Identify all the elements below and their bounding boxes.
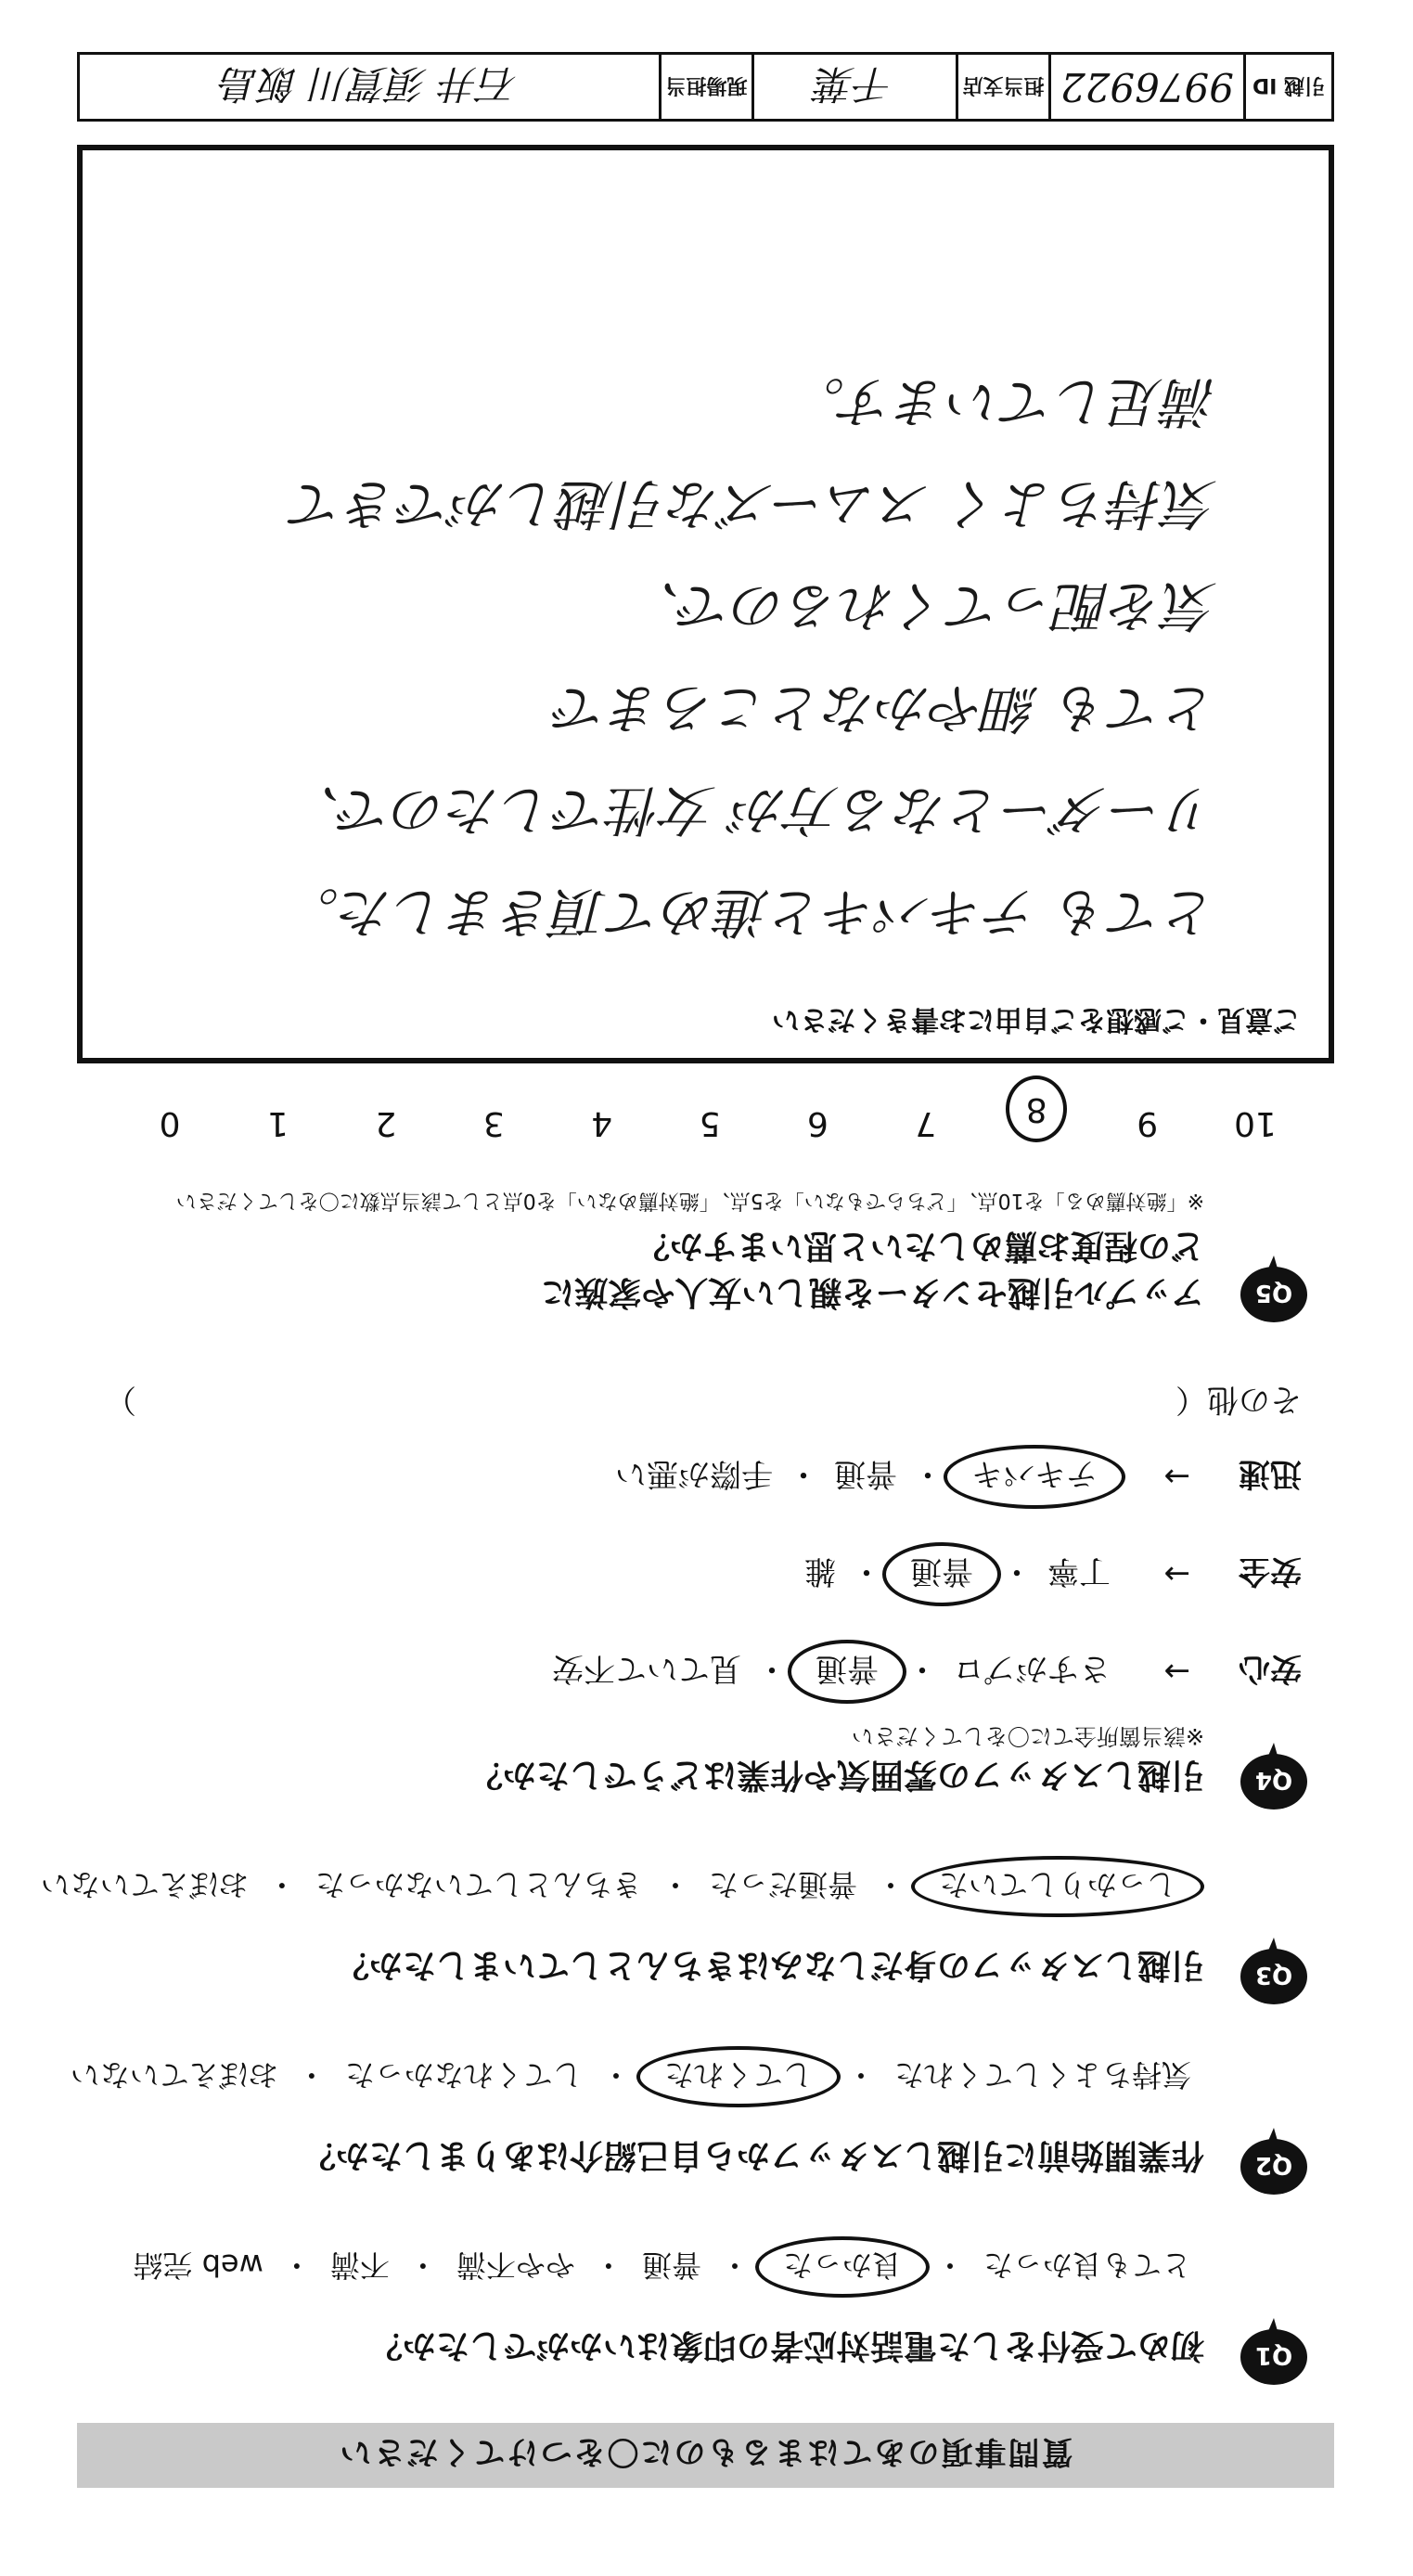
q3-question: 引越しスタッフの身だしなみはきちんとしていましたか？ [335,1946,1204,1984]
q3-option[interactable]: 普通だった [708,1867,857,1902]
q4-option-selected[interactable]: テキパキ [944,1445,1125,1509]
q4-option[interactable]: 丁寧 [1047,1552,1111,1590]
handwritten-line: とても 細やかなところまで [554,676,1217,740]
q4-option-selected[interactable]: 普通 [882,1542,1001,1606]
q1-option-selected[interactable]: 良かった [755,2236,930,2298]
q4-other-label: その他（ [1175,1381,1302,1418]
comment-box[interactable] [77,145,1334,1063]
q4-question: 引越しスタッフの雰囲気や作業はどうでしたか？ [469,1756,1204,1794]
q2-question: 作業開始前に引越しスタッフから自己紹介はありましたか？ [302,2136,1204,2174]
q5-question-line2: どの程度お薦めしたいと思いますか？ [636,1227,1204,1265]
q4-row-jinsoku: 迅速 → テキパキ ・ 普通 ・ 手際が悪い [600,1445,1302,1509]
q4-badge-label: Q4 [1254,1766,1293,1794]
q4-badge-icon [1237,1741,1311,1815]
q5-scale-point[interactable]: 0 [159,1104,181,1142]
q1-option[interactable]: 普通 [641,2248,701,2283]
q5-question-line1: アップル引越センターを親しい友人や家族に [541,1273,1204,1311]
q5-scale-point[interactable]: 1 [267,1104,289,1142]
q2-option[interactable]: おぼえていない [70,2057,278,2093]
q4-row-anzen: 安全 → 丁寧 ・ 普通 ・ 雑 [790,1542,1302,1606]
comment-label: ご意見・ご感想をご自由にお書きください [772,1003,1301,1036]
q1-option[interactable]: web 完結 [133,2248,263,2283]
q5-scale-point-selected[interactable]: 8 [1006,1075,1067,1142]
q2-option-selected[interactable]: してくれた [636,2046,841,2107]
q4-note: ※該当箇所全てに〇をしてください [851,1723,1204,1749]
q1-option[interactable]: とても良かった [983,2248,1191,2283]
q4-option-selected[interactable]: 普通 [788,1640,906,1704]
q2-badge-icon [1237,2126,1311,2200]
q5-scale-point[interactable]: 10 [1234,1104,1277,1142]
handwritten-line: 気持ちよく スムーズな引越しができて [290,472,1217,535]
q5-scale-point[interactable]: 5 [699,1104,721,1142]
q1-badge-icon [1237,2316,1311,2390]
q3-option-selected[interactable]: しっかりしていた [911,1856,1204,1917]
q5-badge-icon [1237,1254,1311,1328]
id-value[interactable]: 9976922 [1048,55,1243,119]
branch-value[interactable]: 千葉 [751,55,956,119]
q5-scale-point[interactable]: 7 [915,1104,937,1142]
q4-row-category: 迅速 [1239,1455,1302,1492]
q1-options: とても良かった ・ 良かった ・ 普通 ・ やや不満 ・ 不満 ・ web 完結 [120,2236,1204,2298]
handwritten-line: とても テキパキと進めて頂きました。 [285,881,1217,944]
q4-row-category: 安全 [1239,1552,1302,1590]
q5-scale-point[interactable]: 4 [591,1104,613,1142]
q3-badge-icon [1237,1936,1311,2010]
arrow-icon: → [1163,1653,1190,1691]
q4-other-close: ） [105,1381,136,1418]
q4-option[interactable]: 見ていて不安 [552,1650,741,1687]
arrow-icon: → [1163,1458,1190,1496]
q2-options: 気持ちよくしてくれた ・ してくれた ・ してくれなかった ・ おぼえていない [58,2046,1204,2107]
q1-badge-label: Q1 [1254,2341,1293,2369]
q5-scale-point[interactable]: 6 [806,1104,829,1142]
q5-badge-label: Q5 [1254,1279,1293,1307]
q2-option[interactable]: してくれなかった [344,2057,583,2093]
q5-scale [142,1075,1283,1142]
id-table [77,52,1334,122]
q5-scale-point[interactable]: 9 [1137,1104,1159,1142]
q1-option[interactable]: やや不満 [456,2248,575,2283]
q4-option[interactable]: 雑 [804,1552,836,1590]
q2-badge-label: Q2 [1254,2151,1293,2179]
q3-badge-label: Q3 [1254,1961,1293,1989]
leader-label: 現場担当 [659,55,751,119]
q4-other-row [105,1380,1302,1425]
q3-option[interactable]: おぼえていない [40,1867,249,1902]
q4-option[interactable]: さすがプロ [953,1650,1111,1687]
q1-question: 初めて受付をした電話対応者の印象はいかがでしたか？ [368,2326,1204,2364]
q4-row-category: 安心 [1239,1650,1302,1687]
handwritten-line: リーダーとなる方が 女性でしたので、 [286,779,1217,842]
q4-row-anshin: 安心 → さすがプロ ・ 普通 ・ 見ていて不安 [537,1640,1302,1704]
q5-scale-point[interactable]: 3 [482,1104,505,1142]
q5-scale-point[interactable]: 2 [375,1104,397,1142]
id-label: 引越 ID [1243,55,1331,119]
q1-option[interactable]: 不満 [329,2248,390,2283]
handwritten-line: 満足しています。 [790,370,1217,433]
q5-note: ※「絶対薦める」を10点、「どちらでもない」を5点、「絶対薦めない」を0点として該当点数に〇をしてください [175,1189,1204,1212]
q4-option[interactable]: 手際が悪い [615,1455,773,1492]
header-banner: 質問事項のあてはまるものに〇をつけてください [77,2423,1334,2488]
handwritten-line: 気を配ってくれるので、 [626,574,1217,638]
q4-option[interactable]: 普通 [834,1455,897,1492]
q3-options: しっかりしていた ・ 普通だった ・ きちんとしていなかった ・ おぼえていない [28,1856,1204,1917]
branch-label: 担当支店 [956,55,1048,119]
q2-option[interactable]: 気持ちよくしてくれた [893,2057,1191,2093]
leader-value[interactable]: 石井 須賀川 飯島 [220,61,519,108]
arrow-icon: → [1163,1555,1190,1593]
q3-option[interactable]: きちんとしていなかった [315,1867,642,1902]
